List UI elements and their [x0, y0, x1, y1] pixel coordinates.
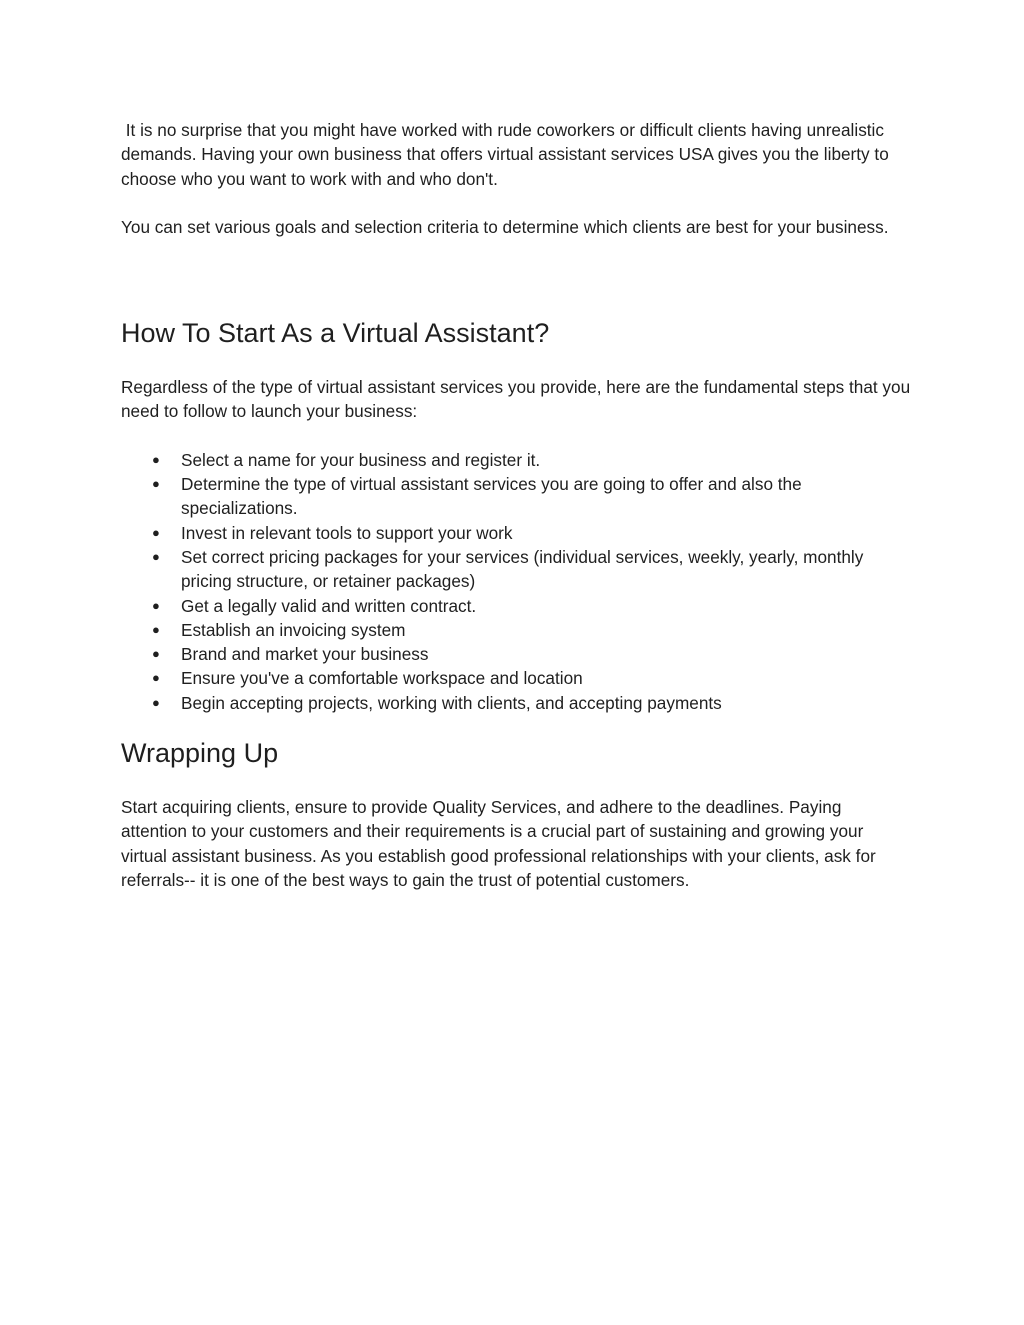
list-item-text: Begin accepting projects, working with clients, and accepting payments	[181, 692, 722, 713]
bullet-icon: ●	[152, 476, 160, 492]
bullet-icon: ●	[152, 451, 160, 467]
bullet-icon: ●	[152, 524, 160, 540]
list-item-text: Ensure you've a comfortable workspace and location	[181, 668, 583, 689]
document-page	[121, 118, 915, 892]
section-heading-wrapping-up: Wrapping Up	[121, 738, 279, 769]
bullet-icon: ●	[152, 646, 160, 662]
wrapping-up-paragraph: Start acquiring clients, ensure to provide Quality Services, and adhere to the deadlines. Paying attention to your customers and their requirements is a crucial part of sustaining and growing your virtual assistant business. As you establish good professional relationships with your clients, ask for referrals-- it is one of the best ways to gain the trust of potential customers.	[121, 797, 881, 890]
list-item	[121, 448, 911, 472]
list-item-text: Get a legally valid and written contract.	[181, 595, 477, 616]
selection-criteria-paragraph: You can set various goals and selection criteria to determine which clients are best for your business.	[121, 216, 889, 237]
list-item-text: Brand and market your business	[181, 644, 429, 665]
section-heading-start: How To Start As a Virtual Assistant?	[121, 318, 550, 349]
list-item	[121, 618, 911, 642]
list-item	[121, 521, 911, 545]
list-item-text: Determine the type of virtual assistant services you are going to offer and also the specializations.	[181, 474, 802, 519]
bullet-icon: ●	[152, 597, 160, 613]
intro-paragraph: It is no surprise that you might have worked with rude coworkers or difficult clients having unrealistic demands. Having your own business that offers virtual assistant services USA gives you the liberty to choose who you want to work with and who don't.	[121, 120, 894, 189]
bullet-icon: ●	[152, 670, 160, 686]
start-intro-paragraph: Regardless of the type of virtual assistant services you provide, here are the fundamental steps that you need to follow to launch your business:	[121, 377, 915, 422]
bullet-icon: ●	[152, 621, 160, 637]
bullet-icon: ●	[152, 694, 160, 710]
list-item	[121, 666, 911, 690]
list-item-text: Select a name for your business and register it.	[181, 449, 541, 470]
list-item	[121, 545, 911, 594]
bullet-icon: ●	[152, 548, 160, 564]
list-item-text: Invest in relevant tools to support your work	[181, 522, 513, 543]
list-item	[121, 691, 911, 715]
steps-list	[121, 448, 911, 715]
list-item	[121, 472, 911, 521]
list-item	[121, 594, 911, 618]
list-item-text: Establish an invoicing system	[181, 619, 406, 640]
list-item	[121, 642, 911, 666]
list-item-text: Set correct pricing packages for your services (individual services, weekly, yearly, monthly pricing structure, or retainer packages)	[181, 546, 864, 592]
